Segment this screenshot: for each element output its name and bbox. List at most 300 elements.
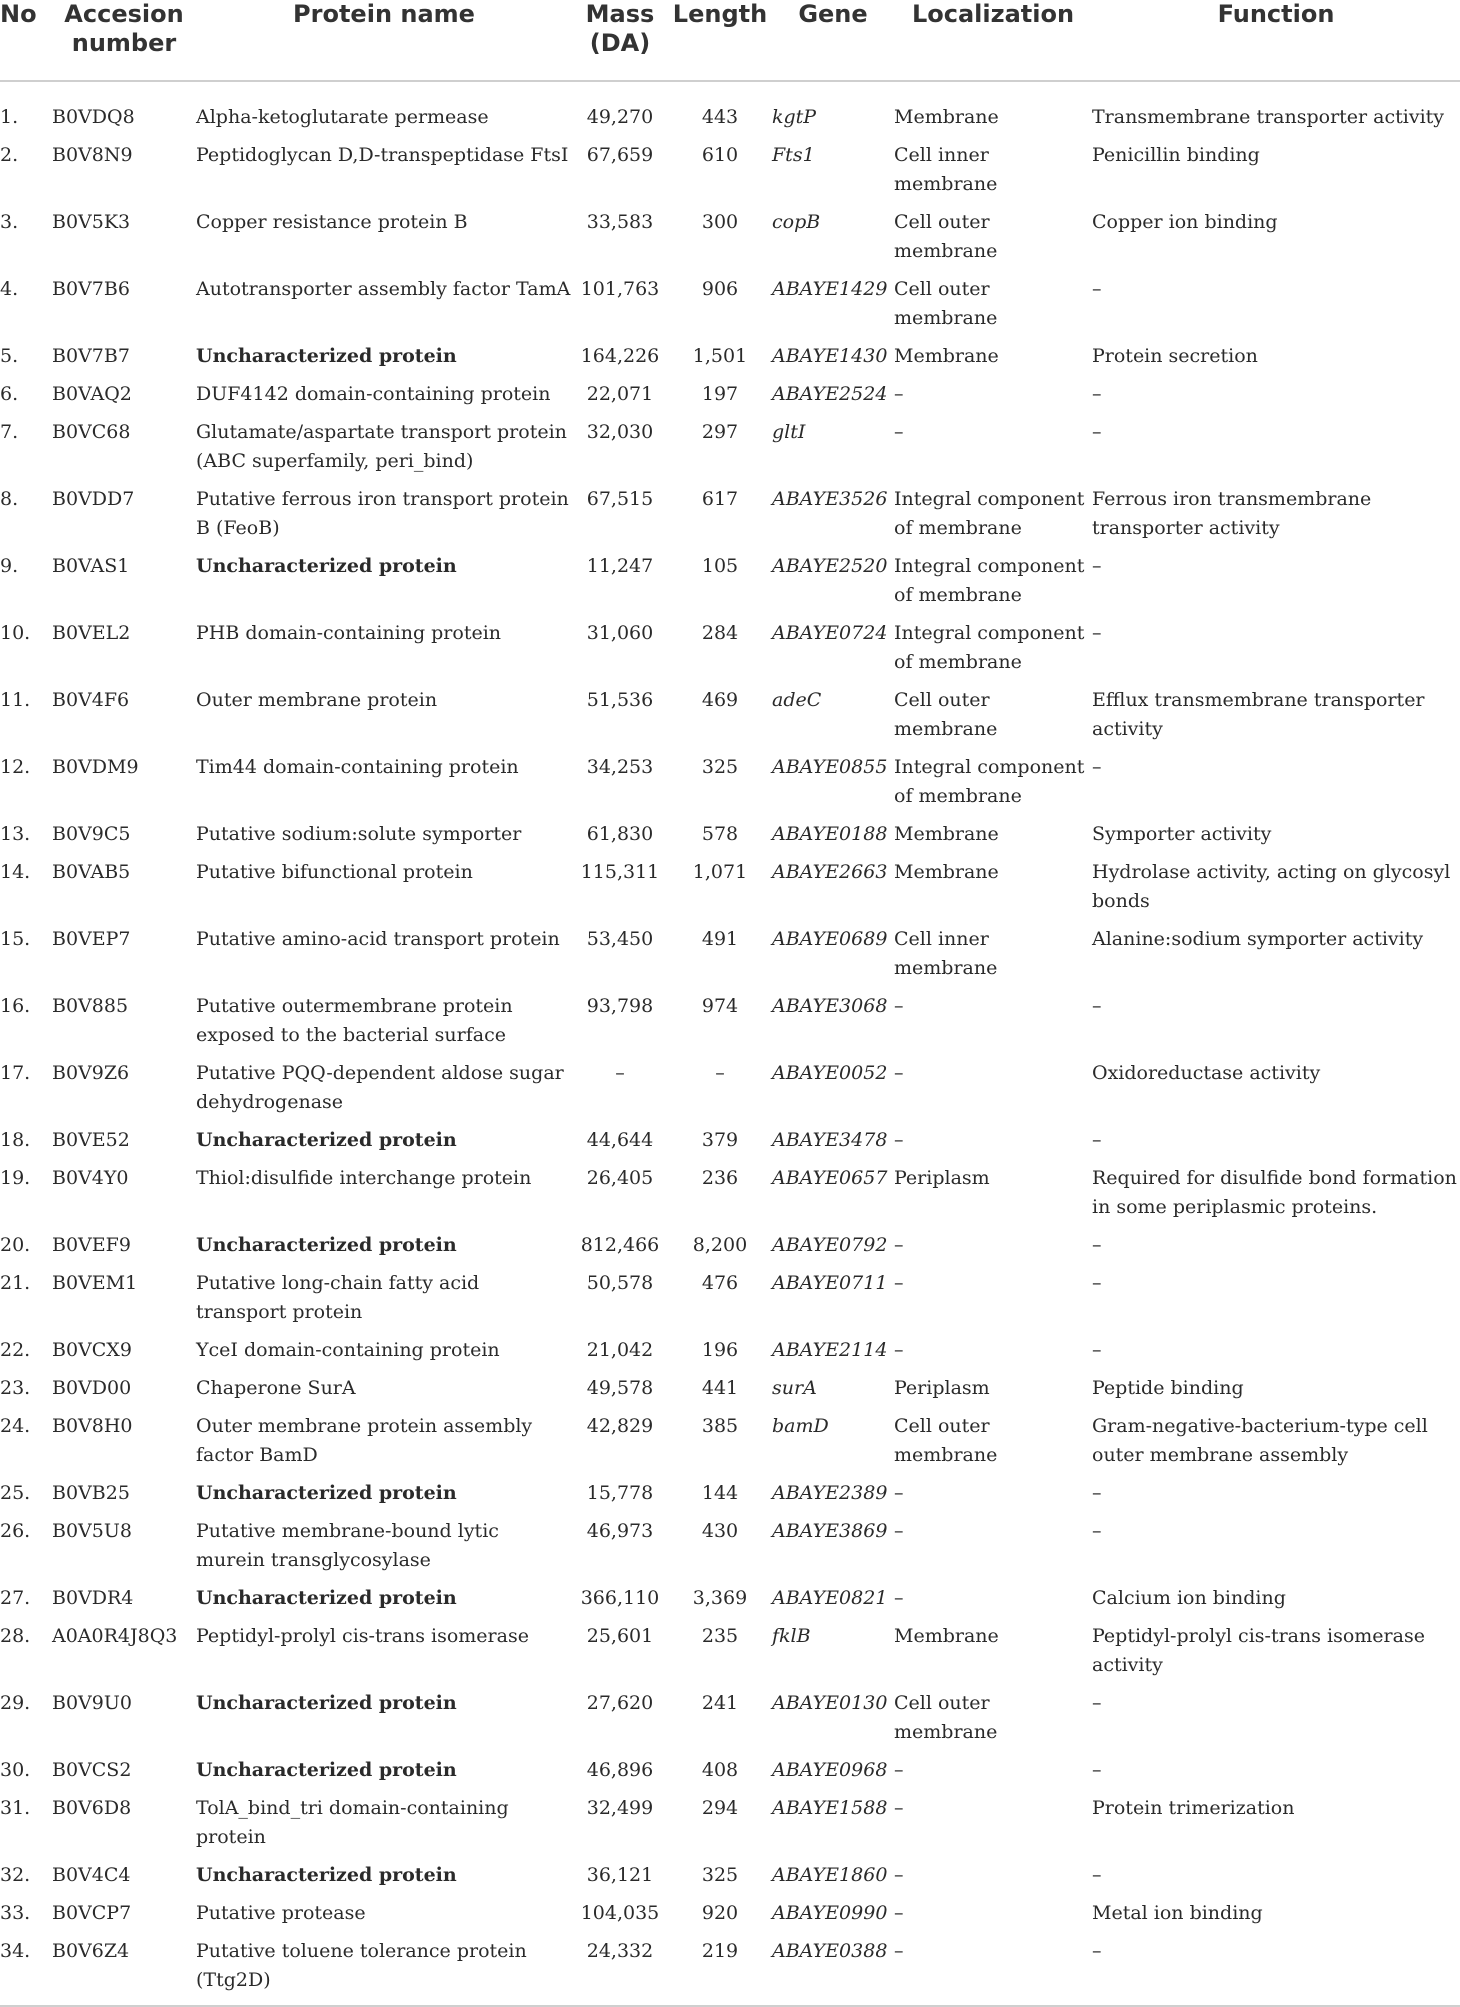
cell-mass-text: 25,601	[586, 1625, 654, 1647]
cell-length-text: 617	[701, 488, 739, 510]
cell-function-text: –	[1092, 1482, 1102, 1504]
cell-localization	[894, 1512, 1092, 1579]
cell-function	[1092, 270, 1460, 337]
cell-function-text: Peptide binding	[1092, 1377, 1244, 1399]
cell-protein-name	[196, 1932, 572, 2006]
cell-length	[668, 1856, 772, 1894]
cell-accession-text: B0V4Y0	[52, 1167, 129, 1189]
cell-no	[0, 1226, 52, 1264]
table-row	[0, 1617, 1460, 1684]
cell-accession-text: B0VCS2	[52, 1759, 132, 1781]
cell-function	[1092, 337, 1460, 375]
cell-no-text: 4.	[0, 278, 19, 300]
cell-length-text: 8,200	[692, 1234, 748, 1256]
cell-function-text: Required for disulfide bond formation in some periplasmic proteins.	[1092, 1167, 1457, 1218]
cell-mass	[572, 1789, 668, 1856]
cell-function-text: –	[1092, 1940, 1102, 1962]
cell-no	[0, 1121, 52, 1159]
cell-localization	[894, 81, 1092, 136]
cell-function	[1092, 614, 1460, 681]
cell-localization-text: Cell outer membrane	[894, 1692, 998, 1743]
table-row	[0, 81, 1460, 136]
cell-length	[668, 1617, 772, 1684]
cell-mass-text: 61,830	[586, 823, 654, 845]
cell-length	[668, 136, 772, 203]
table-row	[0, 987, 1460, 1054]
cell-protein-name	[196, 337, 572, 375]
cell-function-text: Transmembrane transporter activity	[1092, 106, 1445, 128]
cell-mass-text: 34,253	[586, 756, 654, 778]
cell-length-text: –	[715, 1062, 725, 1084]
cell-accession	[52, 1369, 196, 1407]
cell-accession	[52, 1054, 196, 1121]
cell-function-text: Metal ion binding	[1092, 1902, 1263, 1924]
cell-gene	[772, 1474, 894, 1512]
cell-mass	[572, 547, 668, 614]
cell-function	[1092, 1684, 1460, 1751]
cell-accession	[52, 1579, 196, 1617]
cell-accession-text: B0VEM1	[52, 1272, 138, 1294]
table-row	[0, 748, 1460, 815]
cell-protein-name	[196, 1617, 572, 1684]
cell-mass-text: 44,644	[586, 1129, 654, 1151]
cell-protein-name-text: Outer membrane protein assembly factor BamD	[196, 1415, 533, 1466]
cell-protein-name-text: Putative PQQ-dependent aldose sugar dehydrogenase	[196, 1062, 564, 1113]
cell-accession	[52, 920, 196, 987]
table-row	[0, 1789, 1460, 1856]
cell-localization	[894, 1226, 1092, 1264]
cell-protein-name-text: Peptidyl-prolyl cis-trans isomerase	[196, 1625, 529, 1647]
cell-localization	[894, 1407, 1092, 1474]
cell-protein-name	[196, 1054, 572, 1121]
cell-no-text: 3.	[0, 211, 19, 233]
cell-function-text: Symporter activity	[1092, 823, 1272, 845]
cell-gene	[772, 1226, 894, 1264]
cell-accession	[52, 1159, 196, 1226]
cell-mass	[572, 375, 668, 413]
table-row	[0, 136, 1460, 203]
cell-accession	[52, 547, 196, 614]
cell-length	[668, 270, 772, 337]
cell-no	[0, 1474, 52, 1512]
cell-length-text: 469	[701, 689, 739, 711]
table-header	[0, 0, 1460, 81]
cell-mass-text: 366,110	[580, 1587, 660, 1609]
cell-no-text: 29.	[0, 1692, 31, 1714]
cell-localization-text: Integral component of membrane	[894, 622, 1085, 673]
cell-gene	[772, 614, 894, 681]
cell-localization-text: –	[894, 1062, 904, 1084]
cell-localization	[894, 1159, 1092, 1226]
cell-gene-text: ABAYE2389	[772, 1482, 888, 1504]
table-row	[0, 1121, 1460, 1159]
cell-accession	[52, 1789, 196, 1856]
cell-length-text: 578	[701, 823, 739, 845]
cell-gene	[772, 1407, 894, 1474]
cell-accession	[52, 614, 196, 681]
cell-gene-text: ABAYE3068	[772, 995, 888, 1017]
cell-gene	[772, 1054, 894, 1121]
cell-accession	[52, 815, 196, 853]
cell-gene-text: bamD	[772, 1415, 829, 1437]
cell-mass-text: 46,896	[586, 1759, 654, 1781]
cell-accession-text: B0V9C5	[52, 823, 131, 845]
cell-accession	[52, 480, 196, 547]
cell-length-text: 379	[701, 1129, 739, 1151]
cell-protein-name-text: Outer membrane protein	[196, 689, 438, 711]
cell-localization	[894, 270, 1092, 337]
cell-length-text: 235	[701, 1625, 739, 1647]
cell-protein-name-text: Thiol:disulfide interchange protein	[196, 1167, 532, 1189]
cell-gene-text: fklB	[772, 1625, 811, 1647]
cell-length-text: 491	[701, 928, 739, 950]
cell-gene	[772, 815, 894, 853]
cell-length-text: 294	[701, 1797, 739, 1819]
cell-protein-name	[196, 270, 572, 337]
cell-gene	[772, 375, 894, 413]
cell-no-text: 9.	[0, 555, 19, 577]
cell-protein-name-text: PHB domain-containing protein	[196, 622, 502, 644]
cell-function	[1092, 1226, 1460, 1264]
cell-no-text: 24.	[0, 1415, 31, 1437]
cell-no	[0, 748, 52, 815]
cell-gene-text: ABAYE0052	[772, 1062, 888, 1084]
cell-function	[1092, 480, 1460, 547]
cell-function	[1092, 136, 1460, 203]
cell-no	[0, 1856, 52, 1894]
cell-localization-text: –	[894, 1864, 904, 1886]
cell-no-text: 21.	[0, 1272, 31, 1294]
cell-protein-name-text: Uncharacterized protein	[196, 1129, 457, 1151]
cell-mass	[572, 1121, 668, 1159]
cell-gene	[772, 337, 894, 375]
cell-no-text: 19.	[0, 1167, 31, 1189]
cell-length	[668, 1512, 772, 1579]
cell-length-text: 105	[701, 555, 739, 577]
cell-accession-text: B0V4C4	[52, 1864, 131, 1886]
cell-mass-text: 33,583	[586, 211, 654, 233]
cell-no-text: 33.	[0, 1902, 31, 1924]
cell-protein-name	[196, 1369, 572, 1407]
cell-mass	[572, 1159, 668, 1226]
cell-accession-text: B0V4F6	[52, 689, 130, 711]
cell-protein-name-text: Uncharacterized protein	[196, 1234, 457, 1256]
cell-no	[0, 681, 52, 748]
cell-length-text: 906	[701, 278, 739, 300]
table-row	[0, 1264, 1460, 1331]
cell-localization	[894, 1121, 1092, 1159]
cell-localization	[894, 1789, 1092, 1856]
cell-accession	[52, 337, 196, 375]
cell-length-text: 144	[701, 1482, 739, 1504]
cell-mass-text: 115,311	[580, 861, 660, 883]
cell-no	[0, 1407, 52, 1474]
cell-accession	[52, 375, 196, 413]
cell-protein-name-text: Putative sodium:solute symporter	[196, 823, 522, 845]
cell-mass-text: 11,247	[586, 555, 654, 577]
table-row	[0, 375, 1460, 413]
table-row	[0, 1684, 1460, 1751]
cell-gene-text: ABAYE1588	[772, 1797, 888, 1819]
cell-function	[1092, 748, 1460, 815]
cell-no	[0, 920, 52, 987]
cell-mass-text: 46,973	[586, 1520, 654, 1542]
cell-function	[1092, 1407, 1460, 1474]
cell-no-text: 2.	[0, 144, 19, 166]
cell-accession	[52, 1856, 196, 1894]
cell-localization	[894, 1751, 1092, 1789]
cell-protein-name	[196, 1894, 572, 1932]
cell-protein-name-text: Putative outermembrane protein exposed to the bacterial surface	[196, 995, 513, 1046]
cell-gene	[772, 1369, 894, 1407]
cell-accession-text: B0VCX9	[52, 1339, 132, 1361]
cell-no-text: 32.	[0, 1864, 31, 1886]
cell-no	[0, 375, 52, 413]
cell-protein-name-text: Putative protease	[196, 1902, 366, 1924]
cell-length	[668, 547, 772, 614]
cell-protein-name	[196, 1407, 572, 1474]
cell-no	[0, 1617, 52, 1684]
cell-accession	[52, 1226, 196, 1264]
cell-length	[668, 614, 772, 681]
cell-function	[1092, 1474, 1460, 1512]
cell-mass	[572, 815, 668, 853]
cell-function-text: Ferrous iron transmembrane transporter activity	[1092, 488, 1372, 539]
cell-localization	[894, 1684, 1092, 1751]
cell-gene	[772, 681, 894, 748]
cell-function-text: –	[1092, 1692, 1102, 1714]
cell-length-text: 241	[701, 1692, 739, 1714]
cell-no-text: 18.	[0, 1129, 31, 1151]
cell-localization	[894, 413, 1092, 480]
cell-function	[1092, 1159, 1460, 1226]
cell-protein-name-text: YceI domain-containing protein	[196, 1339, 500, 1361]
cell-protein-name	[196, 1474, 572, 1512]
cell-localization	[894, 1264, 1092, 1331]
cell-function-text: –	[1092, 1234, 1102, 1256]
cell-gene-text: ABAYE2663	[772, 861, 888, 883]
cell-function-text: Penicillin binding	[1092, 144, 1260, 166]
cell-length	[668, 1684, 772, 1751]
cell-mass-text: 101,763	[580, 278, 660, 300]
cell-mass	[572, 1617, 668, 1684]
cell-accession-text: B0V9U0	[52, 1692, 132, 1714]
cell-protein-name	[196, 480, 572, 547]
cell-mass-text: 49,578	[586, 1377, 654, 1399]
cell-length-text: 236	[701, 1167, 739, 1189]
cell-protein-name	[196, 1856, 572, 1894]
cell-protein-name-text: DUF4142 domain-containing protein	[196, 383, 551, 405]
cell-function-text: –	[1092, 995, 1102, 1017]
cell-gene-text: ABAYE3526	[772, 488, 888, 510]
cell-function-text: Alanine:sodium symporter activity	[1092, 928, 1424, 950]
cell-localization	[894, 1617, 1092, 1684]
table-row	[0, 920, 1460, 987]
cell-no	[0, 81, 52, 136]
cell-mass	[572, 1054, 668, 1121]
cell-gene-text: ABAYE0855	[772, 756, 888, 778]
cell-gene-text: kgtP	[772, 106, 817, 128]
cell-accession	[52, 1617, 196, 1684]
cell-mass-text: 67,659	[586, 144, 654, 166]
table-row	[0, 1856, 1460, 1894]
cell-gene-text: ABAYE0130	[772, 1692, 888, 1714]
cell-function	[1092, 1617, 1460, 1684]
cell-localization	[894, 1932, 1092, 2006]
cell-localization	[894, 375, 1092, 413]
cell-function-text: –	[1092, 383, 1102, 405]
cell-no-text: 15.	[0, 928, 31, 950]
cell-protein-name	[196, 1579, 572, 1617]
cell-localization	[894, 1054, 1092, 1121]
cell-localization-text: Cell outer membrane	[894, 278, 998, 329]
cell-gene-text: Fts1	[772, 144, 815, 166]
cell-mass	[572, 1684, 668, 1751]
cell-no	[0, 270, 52, 337]
cell-length-text: 385	[701, 1415, 739, 1437]
cell-localization	[894, 920, 1092, 987]
cell-localization	[894, 614, 1092, 681]
cell-mass-text: 27,620	[586, 1692, 654, 1714]
cell-no-text: 8.	[0, 488, 19, 510]
table-row	[0, 1407, 1460, 1474]
cell-mass	[572, 614, 668, 681]
cell-gene-text: ABAYE0792	[772, 1234, 888, 1256]
cell-function	[1092, 1579, 1460, 1617]
cell-accession-text: B0V6D8	[52, 1797, 132, 1819]
cell-localization-text: –	[894, 1339, 904, 1361]
cell-mass	[572, 203, 668, 270]
cell-mass	[572, 1407, 668, 1474]
cell-length	[668, 81, 772, 136]
cell-mass-text: 36,121	[586, 1864, 654, 1886]
cell-gene	[772, 1751, 894, 1789]
cell-protein-name-text: Putative toluene tolerance protein (Ttg2D)	[196, 1940, 527, 1991]
cell-length	[668, 920, 772, 987]
cell-protein-name-text: Putative bifunctional protein	[196, 861, 473, 883]
cell-localization-text: Membrane	[894, 106, 999, 128]
cell-protein-name-text: Tim44 domain-containing protein	[196, 756, 519, 778]
cell-no	[0, 547, 52, 614]
cell-function	[1092, 1121, 1460, 1159]
cell-gene-text: ABAYE1430	[772, 345, 888, 367]
cell-gene	[772, 1579, 894, 1617]
cell-protein-name	[196, 920, 572, 987]
cell-localization	[894, 1894, 1092, 1932]
cell-accession-text: B0VAB5	[52, 861, 131, 883]
cell-length-text: 325	[701, 1864, 739, 1886]
cell-mass-text: 53,450	[586, 928, 654, 950]
cell-accession	[52, 1894, 196, 1932]
cell-mass	[572, 1856, 668, 1894]
cell-gene-text: copB	[772, 211, 821, 233]
cell-length-text: 974	[701, 995, 739, 1017]
cell-protein-name-text: Peptidoglycan D,D-transpeptidase FtsI	[196, 144, 569, 166]
cell-gene-text: ABAYE1860	[772, 1864, 888, 1886]
cell-accession-text: B0VAS1	[52, 555, 130, 577]
cell-mass-text: 24,332	[586, 1940, 654, 1962]
cell-no	[0, 815, 52, 853]
cell-accession-text: B0VEL2	[52, 622, 131, 644]
cell-protein-name	[196, 203, 572, 270]
cell-gene-text: ABAYE0689	[772, 928, 888, 950]
cell-length	[668, 1932, 772, 2006]
cell-no-text: 26.	[0, 1520, 31, 1542]
cell-function	[1092, 203, 1460, 270]
header-function: Function	[1092, 0, 1460, 81]
cell-localization-text: Cell inner membrane	[894, 144, 998, 195]
cell-protein-name-text: Putative long-chain fatty acid transport protein	[196, 1272, 480, 1323]
cell-length	[668, 375, 772, 413]
header-mass: Mass (DA)	[572, 0, 668, 81]
cell-mass	[572, 81, 668, 136]
cell-function-text: –	[1092, 1864, 1102, 1886]
cell-length	[668, 1789, 772, 1856]
table-row	[0, 1369, 1460, 1407]
cell-gene-text: ABAYE0388	[772, 1940, 888, 1962]
cell-function	[1092, 815, 1460, 853]
cell-accession	[52, 748, 196, 815]
cell-accession	[52, 1932, 196, 2006]
cell-localization	[894, 136, 1092, 203]
cell-mass	[572, 270, 668, 337]
cell-accession-text: B0VC68	[52, 421, 131, 443]
cell-localization	[894, 337, 1092, 375]
table-row	[0, 853, 1460, 920]
cell-mass-text: 32,030	[586, 421, 654, 443]
cell-mass-text: 21,042	[586, 1339, 654, 1361]
cell-function	[1092, 547, 1460, 614]
cell-localization-text: –	[894, 421, 904, 443]
cell-no-text: 11.	[0, 689, 31, 711]
cell-localization-text: –	[894, 1234, 904, 1256]
cell-localization-text: Membrane	[894, 861, 999, 883]
cell-no-text: 20.	[0, 1234, 31, 1256]
cell-accession-text: B0VAQ2	[52, 383, 132, 405]
cell-localization-text: –	[894, 1129, 904, 1151]
cell-accession	[52, 1264, 196, 1331]
cell-localization	[894, 1579, 1092, 1617]
cell-function-text: –	[1092, 421, 1102, 443]
cell-mass-text: 22,071	[586, 383, 654, 405]
cell-function-text: Hydrolase activity, acting on glycosyl bonds	[1092, 861, 1451, 912]
cell-protein-name-text: Uncharacterized protein	[196, 1864, 457, 1886]
cell-function	[1092, 1512, 1460, 1579]
table-row	[0, 1932, 1460, 2006]
cell-mass	[572, 853, 668, 920]
cell-localization	[894, 987, 1092, 1054]
cell-localization-text: Periplasm	[894, 1167, 990, 1189]
cell-accession	[52, 1751, 196, 1789]
cell-accession	[52, 1407, 196, 1474]
cell-protein-name	[196, 748, 572, 815]
cell-mass-text: 15,778	[586, 1482, 654, 1504]
cell-gene	[772, 270, 894, 337]
cell-localization-text: –	[894, 1797, 904, 1819]
cell-localization-text: –	[894, 1902, 904, 1924]
cell-protein-name-text: Copper resistance protein B	[196, 211, 468, 233]
cell-mass-text: 31,060	[586, 622, 654, 644]
cell-accession	[52, 270, 196, 337]
cell-protein-name	[196, 853, 572, 920]
cell-protein-name	[196, 1226, 572, 1264]
cell-gene	[772, 81, 894, 136]
cell-length-text: 297	[701, 421, 739, 443]
cell-accession-text: B0V885	[52, 995, 129, 1017]
cell-length	[668, 1369, 772, 1407]
cell-localization	[894, 547, 1092, 614]
cell-localization-text: Cell inner membrane	[894, 928, 998, 979]
